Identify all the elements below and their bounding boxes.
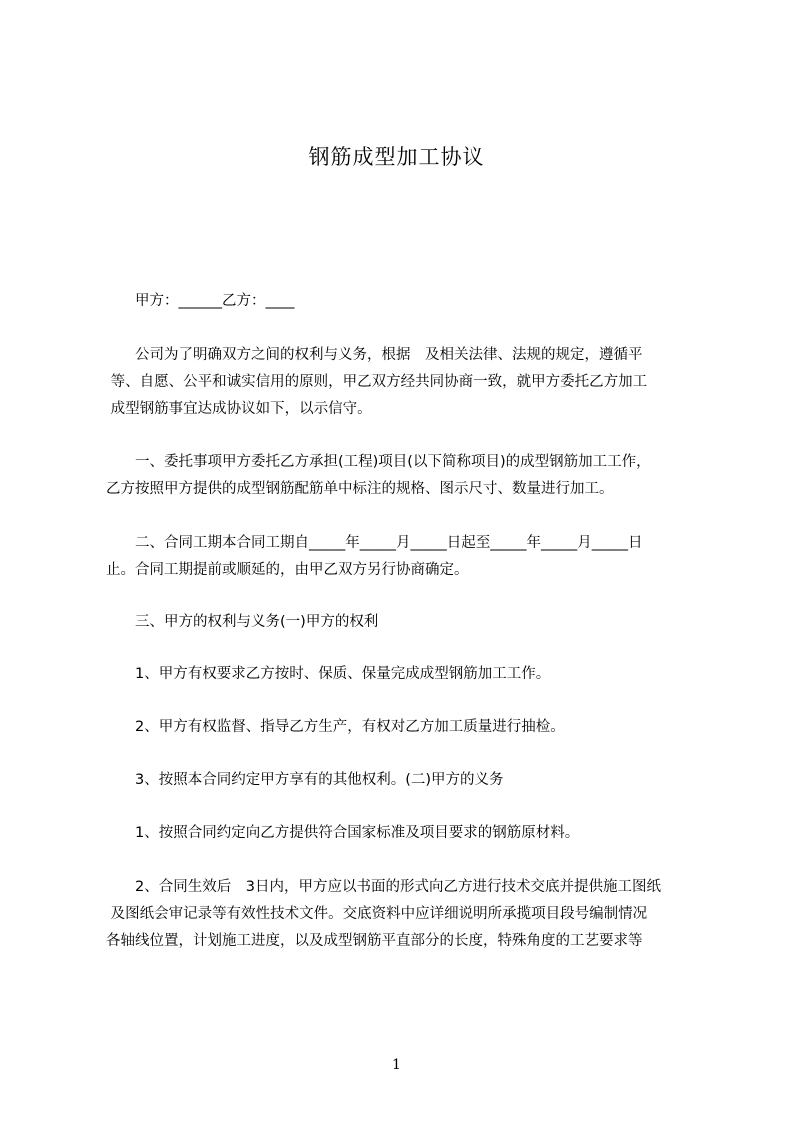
page-number: 1 bbox=[392, 1057, 401, 1073]
duty-item-2-line-2: 及图纸会审记录等有效性技术文件。交底资料中应详细说明所承揽项目段号编制情况 bbox=[106, 906, 648, 922]
section-2-line-2: 止。合同工期提前或顺延的，由甲乙双方另行协商确定。 bbox=[106, 562, 469, 578]
intro-line-2: 等、自愿、公平和诚实信用的原则，甲乙双方经共同协商一致，就甲方委托乙方加工 bbox=[106, 374, 648, 390]
document-title: 钢筋成型加工协议 bbox=[308, 145, 485, 169]
duty-item-1: 1、按照合同约定向乙方提供符合国家标准及项目要求的钢筋原材料。 bbox=[106, 825, 580, 841]
parties-line: 甲方：______乙方：____ bbox=[106, 293, 295, 309]
section-1-line-1: 一、委托事项甲方委托乙方承担(工程)项目(以下简称项目)的成型钢筋加工工作， bbox=[106, 454, 651, 470]
duty-item-2-line-1: 2、合同生效后 3日内，甲方应以书面的形式向乙方进行技术交底并提供施工图纸 bbox=[106, 879, 661, 895]
section-2-line-1: 二、合同工期本合同工期自_____年_____月_____日起至_____年_____月_____日 bbox=[106, 535, 643, 551]
intro-line-1: 公司为了明确双方之间的权利与义务，根据 及相关法律、法规的规定，遵循平 bbox=[106, 347, 643, 363]
duty-item-2-line-3: 各轴线位置，计划施工进度，以及成型钢筋平直部分的长度，特殊角度的工艺要求等 bbox=[106, 933, 643, 949]
right-item-2: 2、甲方有权监督、指导乙方生产，有权对乙方加工质量进行抽检。 bbox=[106, 719, 565, 735]
right-item-3: 3、按照本合同约定甲方享有的其他权利。(二)甲方的义务 bbox=[106, 772, 504, 788]
intro-line-3: 成型钢筋事宜达成协议如下，以示信守。 bbox=[106, 401, 372, 417]
section-1-line-2: 乙方按照甲方提供的成型钢筋配筋单中标注的规格、图示尺寸、数量进行加工。 bbox=[106, 481, 614, 497]
section-3-heading: 三、甲方的权利与义务(一)甲方的权利 bbox=[106, 614, 379, 630]
right-item-1: 1、甲方有权要求乙方按时、保质、保量完成成型钢筋加工工作。 bbox=[106, 666, 551, 682]
